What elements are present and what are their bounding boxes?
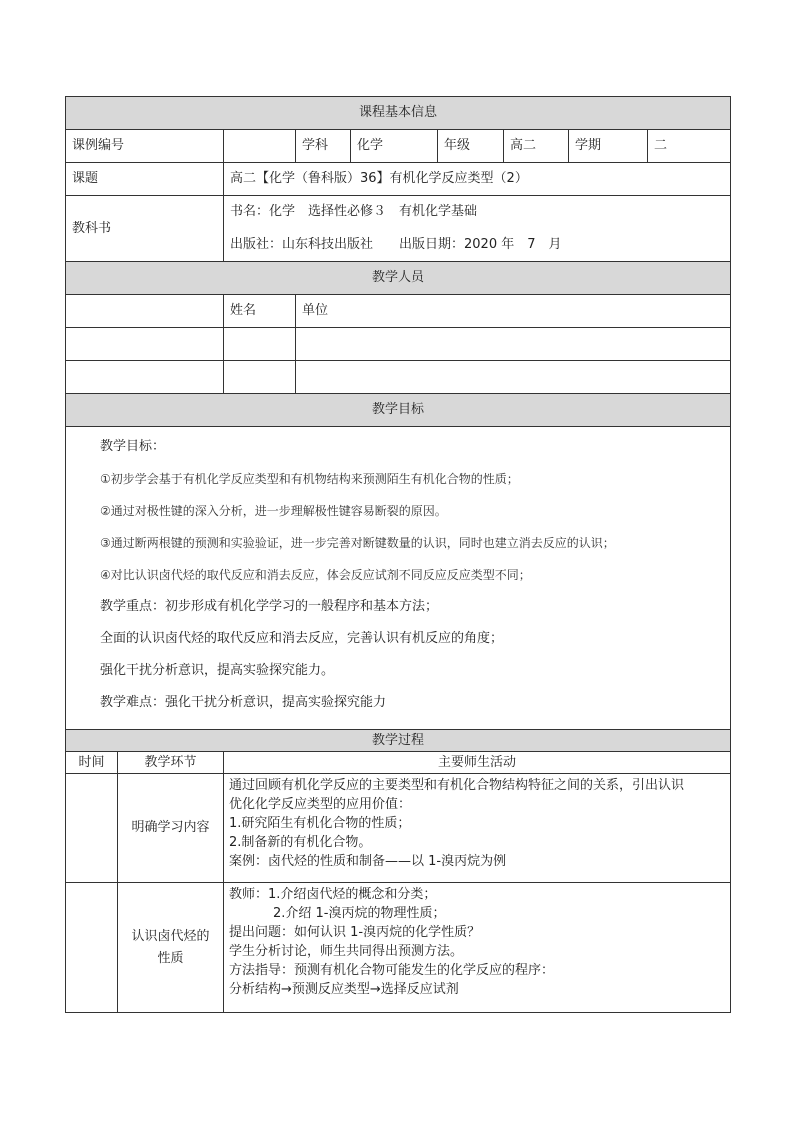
course-id-label: 课例编号	[66, 130, 224, 163]
process-row	[66, 774, 731, 883]
term-value: 二	[648, 130, 731, 163]
activity-line: 教师：1.介绍卤代烃的概念和分类；	[229, 887, 437, 902]
lesson-plan-document	[65, 96, 730, 1013]
process-col-time: 时间	[66, 752, 118, 774]
staff-name-label: 姓名	[224, 295, 296, 328]
staff-name	[224, 328, 296, 361]
activity-line: 2.介绍 1-溴丙烷的物理性质；	[273, 906, 446, 921]
process-activities	[224, 774, 731, 883]
staff-row	[66, 328, 731, 361]
basic-info-header: 课程基本信息	[66, 97, 731, 130]
textbook-name: 书名：化学 选择性必修３ 有机化学基础	[224, 196, 731, 229]
activity-line: 案例：卤代烃的性质和制备——以 1-溴丙烷为例	[229, 854, 507, 869]
term-label: 学期	[569, 130, 648, 163]
process-stage: 明确学习内容	[118, 774, 224, 883]
staff-unit-label: 单位	[296, 295, 731, 328]
key-points-detail: 全面的认识卤代烃的取代反应和消去反应，完善认识有机反应的角度；	[100, 631, 504, 646]
process-row	[66, 883, 731, 1013]
process-time	[66, 774, 118, 883]
grade-value: 高二	[504, 130, 569, 163]
textbook-publisher: 出版社：山东科技出版社 出版日期：2020 年 7 月	[224, 229, 731, 262]
key-points: 教学重点：初步形成有机化学学习的一般程序和基本方法；	[100, 599, 439, 614]
process-stage	[118, 883, 224, 1013]
process-header: 教学过程	[66, 730, 731, 752]
objective-item: ①初步学会基于有机化学反应类型和有机物结构来预测陌生有机化合物的性质；	[100, 472, 519, 486]
topic-value: 高二【化学（鲁科版）36】有机化学反应类型（2）	[224, 163, 731, 196]
staff-role	[66, 361, 224, 394]
staff-unit	[296, 328, 731, 361]
difficult-points: 教学难点：强化干扰分析意识，提高实验探究能力	[100, 695, 387, 710]
objectives-header: 教学目标	[66, 394, 731, 427]
process-time	[66, 883, 118, 1013]
objective-item: ③通过断两根键的预测和实验验证，进一步完善对断键数量的认识，同时也建立消去反应的认识；	[100, 536, 615, 550]
process-stage-line: 性质	[157, 950, 184, 966]
course-id-value	[224, 130, 296, 163]
subject-label: 学科	[296, 130, 351, 163]
activity-line: 优化化学反应类型的应用价值：	[229, 797, 412, 812]
activity-line: 2.制备新的有机化合物。	[229, 835, 372, 850]
activity-line: 方法指导：预测有机化合物可能发生的化学反应的程序：	[229, 963, 555, 978]
staff-role-header	[66, 295, 224, 328]
process-col-stage: 教学环节	[118, 752, 224, 774]
topic-label: 课题	[66, 163, 224, 196]
staff-name	[224, 361, 296, 394]
staff-unit	[296, 361, 731, 394]
subject-value: 化学	[351, 130, 438, 163]
textbook-label: 教科书	[66, 196, 224, 262]
activity-line: 提出问题：如何认识 1-溴丙烷的化学性质？	[229, 925, 481, 940]
objectives-title: 教学目标：	[100, 439, 166, 454]
activity-line: 分析结构→预测反应类型→选择反应试剂	[229, 982, 459, 997]
process-activities	[224, 883, 731, 1013]
activity-line: 学生分析讨论，师生共同得出预测方法。	[229, 944, 464, 959]
activity-line: 通过回顾有机化学反应的主要类型和有机化合物结构特征之间的关系，引出认识	[229, 778, 685, 793]
process-col-activity: 主要师生活动	[224, 752, 731, 774]
objective-item: ④对比认识卤代烃的取代反应和消去反应，体会反应试剂不同反应反应类型不同；	[100, 568, 531, 582]
objective-item: ②通过对极性键的深入分析，进一步理解极性键容易断裂的原因。	[100, 504, 447, 518]
staff-role	[66, 328, 224, 361]
process-stage-line: 认识卤代烃的	[131, 928, 210, 944]
lesson-plan-table	[65, 96, 731, 1013]
activity-line: 1.研究陌生有机化合物的性质；	[229, 816, 411, 831]
staff-header: 教学人员	[66, 262, 731, 295]
objectives-content	[66, 427, 731, 730]
key-points-detail: 强化干扰分析意识，提高实验探究能力。	[100, 663, 335, 678]
grade-label: 年级	[438, 130, 504, 163]
staff-row	[66, 361, 731, 394]
